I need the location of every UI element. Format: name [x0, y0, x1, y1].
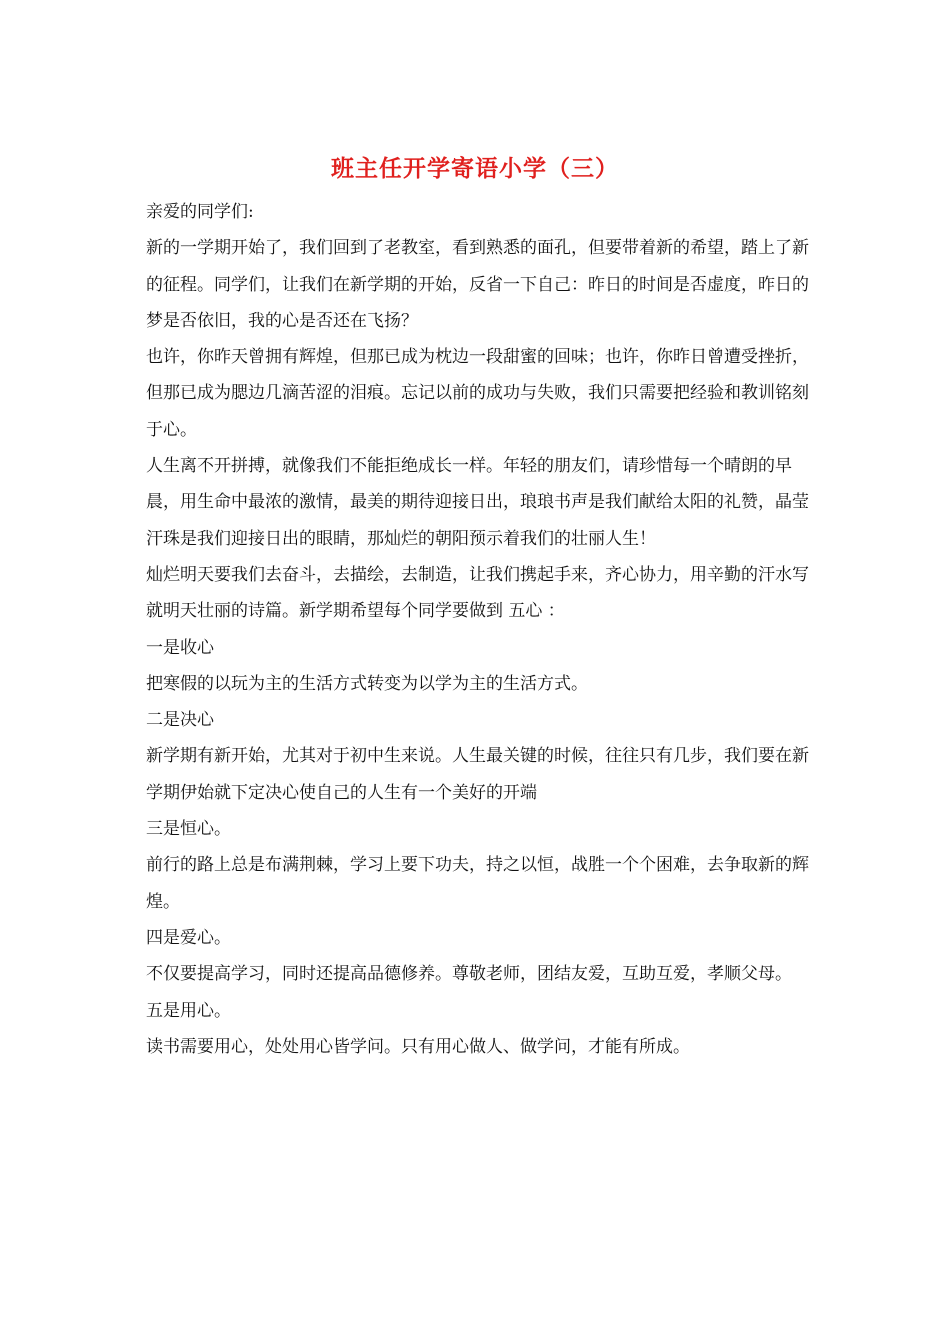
document-title: 班主任开学寄语小学（三）	[331, 155, 619, 182]
section-heading: 五是用心。	[146, 1000, 231, 1021]
section-heading: 四是爱心。	[146, 927, 231, 948]
paragraph: 人生离不开拼搏，就像我们不能拒绝成长一样。年轻的朋友们，请珍惜每一个晴朗的早晨，用生命中最浓的激情，最美的期待迎接日出，琅琅书声是我们献给太阳的礼赞，晶莹汗珠是我们迎接日出的眼睛，那灿烂的朝阳预示着我们的壮丽人生！	[146, 456, 809, 549]
paragraph: 读书需要用心，处处用心皆学问。只有用心做人、做学问，才能有所成。	[146, 1036, 690, 1057]
salutation: 亲爱的同学们:	[146, 202, 254, 222]
paragraph: 前行的路上总是布满荆棘，学习上要下功夫，持之以恒，战胜一个个困难，去争取新的辉煌。	[146, 855, 809, 912]
paragraph: 灿烂明天要我们去奋斗，去描绘，去制造，让我们携起手来，齐心协力，用辛勤的汗水写就明天壮丽的诗篇。新学期希望每个同学要做到 五心 ：	[146, 564, 809, 622]
paragraph: 不仅要提高学习，同时还提高品德修养。尊敬老师，团结友爱，互助互爱，孝顺父母。	[146, 964, 792, 985]
paragraph: 把寒假的以玩为主的生活方式转变为以学为主的生活方式。	[146, 673, 588, 694]
paragraph: 也许，你昨天曾拥有辉煌，但那已成为枕边一段甜蜜的回味；也许，你昨日曾遭受挫折，但那已成为腮边几滴苦涩的泪痕。忘记以前的成功与失败，我们只需要把经验和教训铭刻于心。	[146, 347, 809, 440]
section-heading: 一是收心	[146, 637, 214, 658]
section-heading: 三是恒心。	[146, 819, 231, 840]
document-body	[146, 194, 816, 1065]
paragraph: 新的一学期开始了，我们回到了老教室，看到熟悉的面孔，但要带着新的希望，踏上了新的征程。同学们，让我们在新学期的开始，反省一下自己：昨日的时间是否虚度，昨日的梦是否依旧，我的心是否还在飞扬？	[146, 238, 809, 331]
paragraph: 新学期有新开始，尤其对于初中生来说。人生最关键的时候，往往只有几步，我们要在新学期伊始就下定决心使自己的人生有一个美好的开端	[146, 746, 809, 803]
section-heading: 二是决心	[146, 710, 214, 731]
